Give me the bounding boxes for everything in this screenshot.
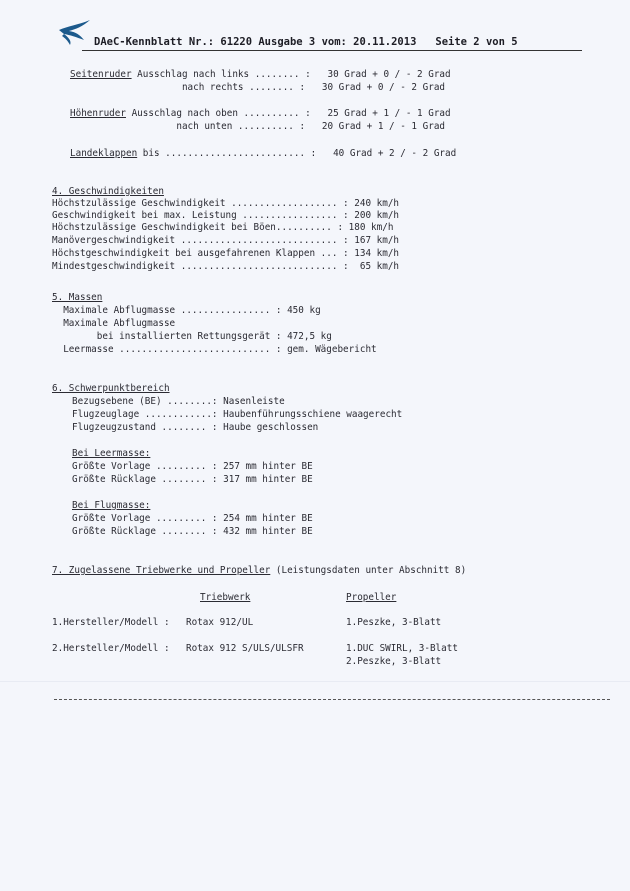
section-6-title: 6. Schwerpunktbereich — [52, 383, 170, 394]
mass-row: Maximale Abflugmasse — [52, 318, 176, 329]
engine-label: 1.Hersteller/Modell : — [52, 617, 170, 628]
mass-row: Maximale Abflugmasse ................ : 450 kg — [52, 305, 321, 316]
cg-row: Flugzeuglage ............: Haubenführungsschiene waagerecht — [72, 409, 403, 420]
kennblatt-header — [94, 36, 518, 48]
leermasse-title: Bei Leermasse: — [72, 448, 151, 459]
propeller-entry: 1.Peszke, 3-Blatt — [346, 617, 442, 628]
mass-row: bei installierten Rettungsgerät : 472,5 kg — [52, 331, 332, 342]
col-triebwerk: Triebwerk — [200, 592, 251, 603]
speed-row: Höchstgeschwindigkeit bei ausgefahrenen Klappen ... : 134 km/h — [52, 248, 400, 259]
engine-label: 2.Hersteller/Modell : — [52, 643, 170, 654]
flugmasse-row: Größte Rücklage ........ : 432 mm hinter BE — [72, 526, 313, 537]
leermasse-row: Größte Vorlage ......... : 257 mm hinter BE — [72, 461, 313, 472]
leermasse-row: Größte Rücklage ........ : 317 mm hinter BE — [72, 474, 313, 485]
landeklappen-label: Landeklappen — [70, 148, 138, 159]
daec-eagle-logo-icon — [56, 16, 92, 46]
flugmasse-title: Bei Flugmasse: — [72, 500, 151, 511]
hoehenruder-oben-value: Ausschlag nach oben .......... : 25 Grad + 1 / - 1 Grad — [125, 108, 451, 119]
cg-row: Flugzeugzustand ........ : Haube geschlossen — [72, 422, 319, 433]
seitenruder-rechts: nach rechts ........ : 30 Grad + 0 / - 2 Grad — [70, 82, 446, 93]
speed-row: Manövergeschwindigkeit ............................ : 167 km/h — [52, 235, 400, 246]
engine-model: Rotax 912/UL — [186, 617, 254, 628]
propeller-entry: 1.DUC SWIRL, 3-Blatt — [346, 643, 458, 654]
section-5-title: 5. Massen — [52, 292, 103, 303]
propeller-entry: 2.Peszke, 3-Blatt — [346, 656, 442, 667]
col-propeller: Propeller — [346, 592, 397, 603]
flugmasse-row: Größte Vorlage ......... : 254 mm hinter BE — [72, 513, 313, 524]
landeklappen-row — [70, 148, 456, 160]
end-dashed-rule — [54, 699, 610, 700]
speed-row: Höchstzulässige Geschwindigkeit ................... : 240 km/h — [52, 198, 400, 209]
section-7-note: (Leistungsdaten unter Abschnitt 8) — [270, 565, 467, 576]
seitenruder-links — [70, 69, 451, 81]
section-7-title: 7. Zugelassene Triebwerke und Propeller — [52, 565, 271, 576]
hoehenruder-oben — [70, 108, 451, 120]
cg-row: Bezugsebene (BE) ........: Nasenleiste — [72, 396, 285, 407]
seitenruder-label: Seitenruder — [70, 69, 132, 80]
speed-row: Geschwindigkeit bei max. Leistung ................. : 200 km/h — [52, 210, 400, 221]
header-title: DAeC-Kennblatt Nr.: 61220 Ausgabe 3 vom: 20.11.2013 — [94, 36, 417, 48]
seitenruder-links-value: Ausschlag nach links ........ : 30 Grad + 0 / - 2 Grad — [131, 69, 451, 80]
speed-row: Höchstzulässige Geschwindigkeit bei Böen.......... : 180 km/h — [52, 222, 394, 233]
speed-row: Mindestgeschwindigkeit ............................ : 65 km/h — [52, 261, 400, 272]
section-4-title: 4. Geschwindigkeiten — [52, 186, 164, 197]
landeklappen-value: bis ......................... : 40 Grad + 2 / - 2 Grad — [137, 148, 457, 159]
mass-row: Leermasse ........................... : gem. Wägebericht — [52, 344, 377, 355]
hoehenruder-unten: nach unten .......... : 20 Grad + 1 / - 1 Grad — [70, 121, 446, 132]
header-page-number: Seite 2 von 5 — [435, 36, 518, 48]
section-7-heading — [52, 565, 466, 577]
scan-artifact-line — [0, 681, 630, 682]
header-rule — [82, 50, 582, 51]
engine-model: Rotax 912 S/ULS/ULSFR — [186, 643, 304, 654]
hoehenruder-label: Höhenruder — [70, 108, 126, 119]
